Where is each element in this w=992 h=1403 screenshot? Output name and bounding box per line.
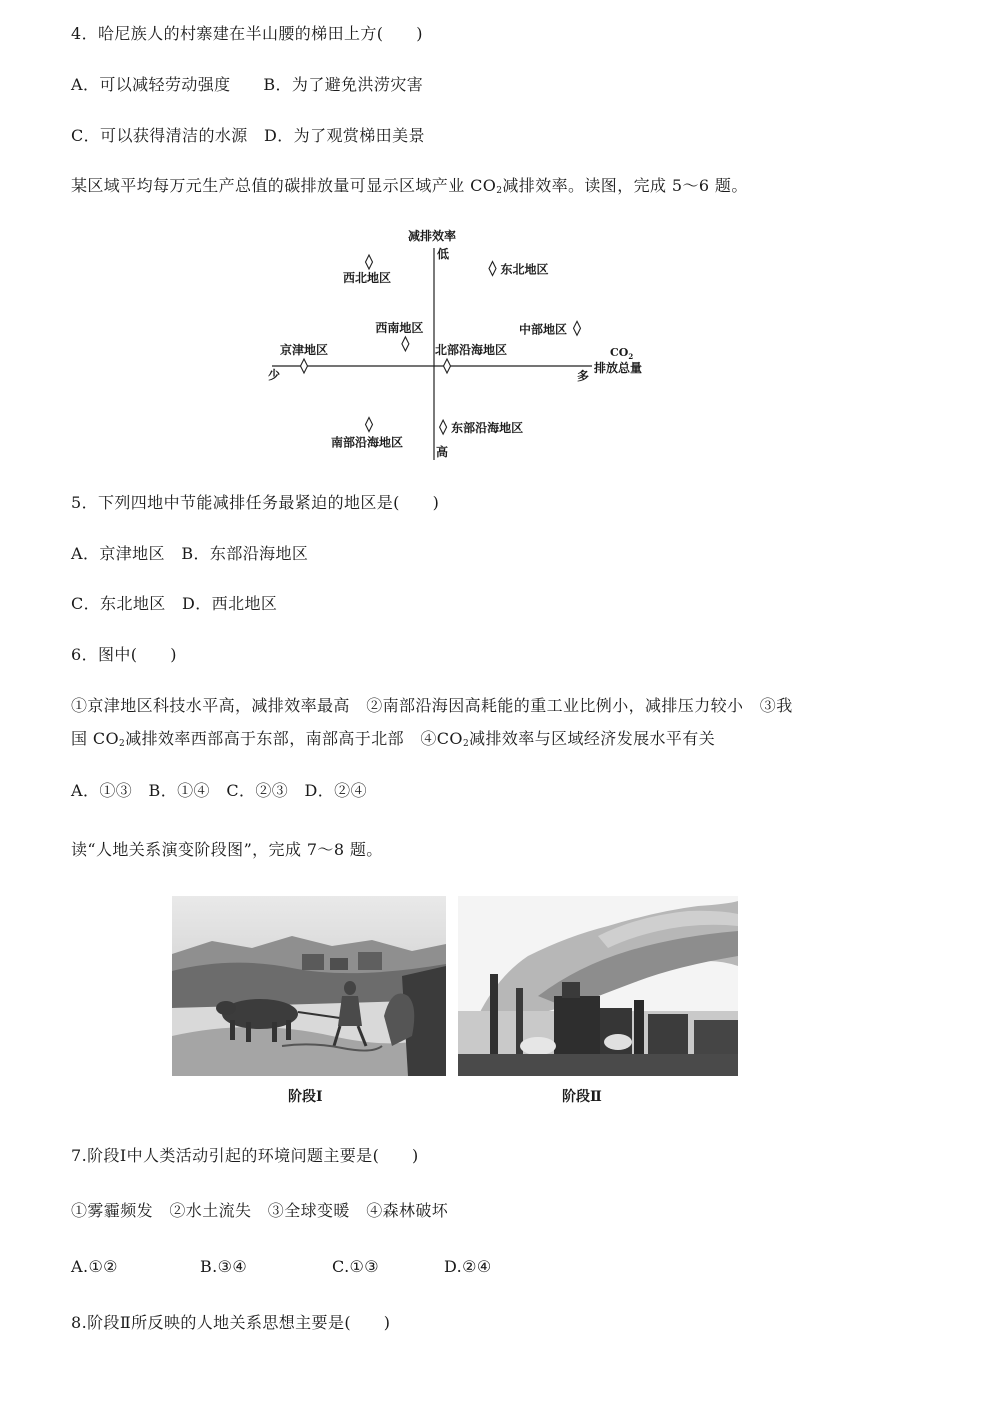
q6-statement-line1: ①京津地区科技水平高，减排效率最高 ②南部沿海因高耗能的重工业比例小，减排压力较小 ③我 (71, 696, 793, 715)
y-axis-label: 减排效率 (408, 229, 457, 243)
q4-options-cd: C．可以获得清洁的水源 D．为了观赏梯田美景 (71, 126, 425, 145)
q6-options: A．①③ B．①④ C．②③ D．②④ (71, 781, 367, 800)
intro-q7-8: 读“人地关系演变阶段图”，完成 7～8 题。 (71, 840, 383, 859)
data-point-marker (444, 359, 451, 373)
data-point-label: 东部沿海地区 (451, 421, 524, 436)
y-bottom-label: 高 (436, 445, 449, 459)
y-top-label: 低 (437, 247, 450, 261)
data-point-marker (402, 337, 409, 351)
data-point-label: 西南地区 (375, 320, 424, 335)
q5-stem: 5．下列四地中节能减排任务最紧迫的地区是( ) (71, 493, 440, 512)
q4-stem: 4．哈尼族人的村寨建在半山腰的梯田上方( ) (71, 24, 423, 43)
stage-1-image (172, 896, 446, 1076)
q6-stem: 6．图中( ) (71, 645, 177, 664)
data-point-label: 南部沿海地区 (331, 435, 404, 450)
q7-items: ①雾霾频发 ②水土流失 ③全球变暖 ④森林破坏 (71, 1201, 449, 1220)
x-axis-label: $CO_2$ (610, 346, 634, 361)
co2-emission-chart (262, 222, 672, 467)
q5-options-ab: A．京津地区 B．东部沿海地区 (71, 544, 309, 563)
q6-statement-line2: 国 $CO_2$减排效率西部高于东部，南部高于北部 $④CO_2$减排效率与区域经济发展水平有关 (71, 729, 716, 749)
data-point-label: 京津地区 (280, 343, 329, 357)
stage-2-image (458, 896, 738, 1076)
data-point-marker (489, 262, 496, 276)
data-point-label: 东北地区 (500, 262, 549, 277)
x-axis-label-2: 排放总量 (594, 361, 643, 375)
x-right-label: 多 (577, 369, 590, 383)
x-left-label: 少 (268, 368, 281, 382)
intro-q5-6: 某区域平均每万元生产总值的碳排放量可显示区域产业 $CO_2$减排效率。读图，完成 5～6 题。 (71, 176, 748, 196)
q5-options-cd: C．东北地区 D．西北地区 (71, 594, 278, 613)
q7-stem: 7.阶段Ⅰ中人类活动引起的环境问题主要是( ) (71, 1146, 419, 1165)
data-point-label: 中部地区 (519, 322, 568, 337)
stage-2-caption: 阶段Ⅱ (562, 1089, 602, 1105)
data-point-marker (366, 255, 373, 269)
q8-stem: 8.阶段Ⅱ所反映的人地关系思想主要是( ) (71, 1313, 391, 1332)
data-point-marker (440, 420, 447, 434)
q7-option-b: B.③④ (200, 1257, 248, 1276)
data-point-label: 西北地区 (343, 271, 392, 285)
data-point-marker (574, 321, 581, 335)
data-point-marker (301, 359, 308, 373)
stage-1-caption: 阶段Ⅰ (288, 1089, 323, 1105)
q7-option-d: D.②④ (444, 1257, 492, 1276)
q7-option-c: C.①③ (332, 1257, 380, 1276)
q7-option-a: A.①② (71, 1257, 118, 1276)
data-point-label: 北部沿海地区 (435, 343, 508, 357)
q4-options-ab: A．可以减轻劳动强度 B．为了避免洪涝灾害 (71, 75, 424, 94)
data-point-marker (366, 418, 373, 432)
